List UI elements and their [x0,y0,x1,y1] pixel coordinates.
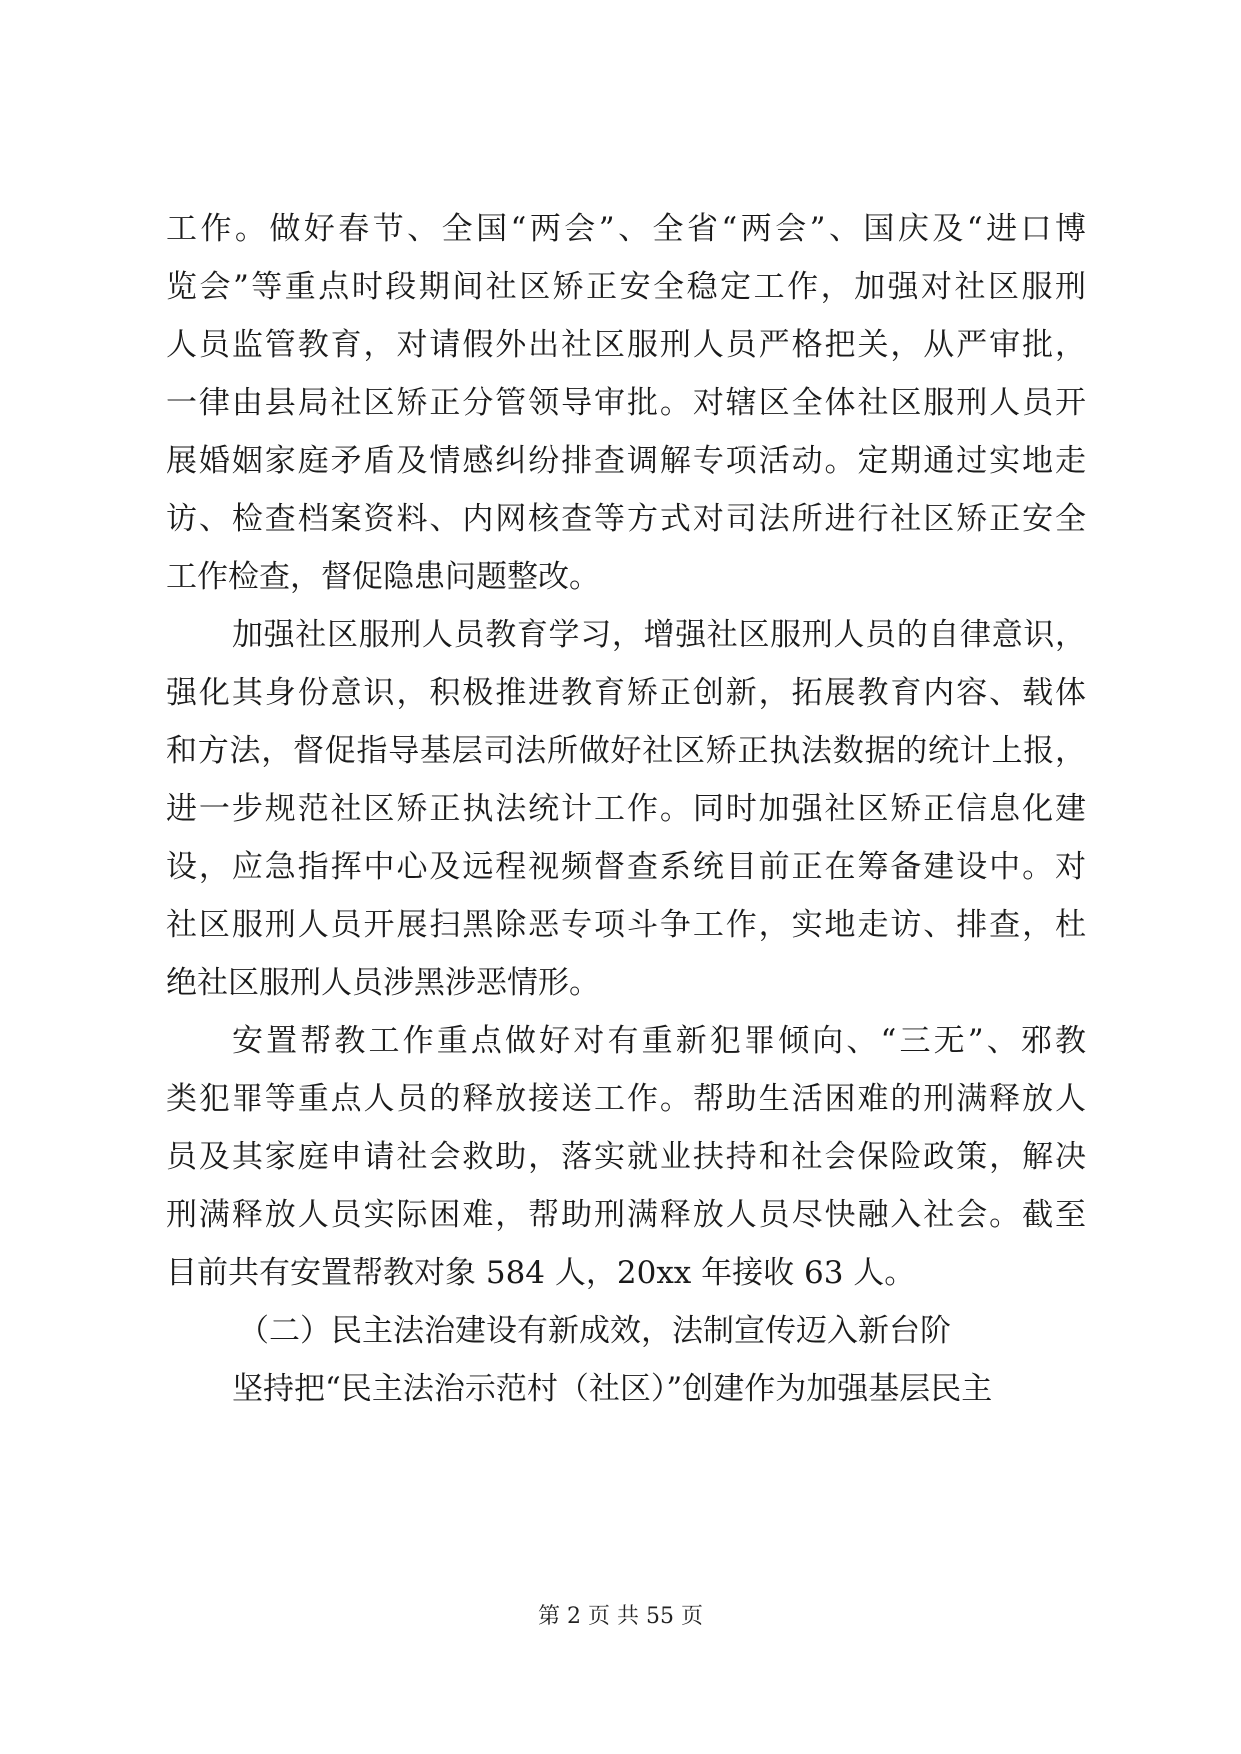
text-line-16: 类犯罪等重点人员的释放接送工作。帮助生活困难的刑满释放人 [166,1081,1086,1117]
text-line-3: 人员监管教育，对请假外出社区服刑人员严格把关，从严审批， [166,327,1086,363]
text-line-19: 目前共有安置帮教对象 584 人，20xx 年接收 63 人。 [166,1255,916,1291]
text-line-2: 览会”等重点时段期间社区矫正安全稳定工作，加强对社区服刑 [166,269,1086,305]
text-line-21: 坚持把“民主法治示范村（社区）”创建作为加强基层民主 [232,1371,993,1407]
text-line-15: 安置帮教工作重点做好对有重新犯罪倾向、“三无”、邪教 [232,1023,1086,1059]
text-line-12: 设，应急指挥中心及远程视频督查系统目前正在筹备建设中。对 [166,849,1086,885]
text-line-1: 工作。做好春节、全国“两会”、全省“两会”、国庆及“进口博 [166,211,1086,247]
text-line-17: 员及其家庭申请社会救助，落实就业扶持和社会保险政策，解决 [166,1139,1086,1175]
text-line-10: 和方法，督促指导基层司法所做好社区矫正执法数据的统计上报， [166,733,1086,769]
text-line-4: 一律由县局社区矫正分管领导审批。对辖区全体社区服刑人员开 [166,385,1086,421]
text-line-8: 加强社区服刑人员教育学习，增强社区服刑人员的自律意识， [232,617,1086,653]
text-line-14: 绝社区服刑人员涉黑涉恶情形。 [166,965,600,1001]
text-line-5: 展婚姻家庭矛盾及情感纠纷排查调解专项活动。定期通过实地走 [166,443,1086,479]
text-line-9: 强化其身份意识，积极推进教育矫正创新，拓展教育内容、载体 [166,675,1086,711]
text-line-7: 工作检查，督促隐患问题整改。 [166,559,600,595]
text-line-11: 进一步规范社区矫正执法统计工作。同时加强社区矫正信息化建 [166,791,1086,827]
text-line-18: 刑满释放人员实际困难，帮助刑满释放人员尽快融入社会。截至 [166,1197,1086,1233]
text-line-13: 社区服刑人员开展扫黑除恶专项斗争工作，实地走访、排查，杜 [166,907,1086,943]
page-number-footer: 第 2 页 共 55 页 [538,1604,703,1629]
text-line-6: 访、检查档案资料、内网核查等方式对司法所进行社区矫正安全 [166,501,1086,537]
section-heading: （二）民主法治建设有新成效，法制宣传迈入新台阶 [238,1313,951,1349]
